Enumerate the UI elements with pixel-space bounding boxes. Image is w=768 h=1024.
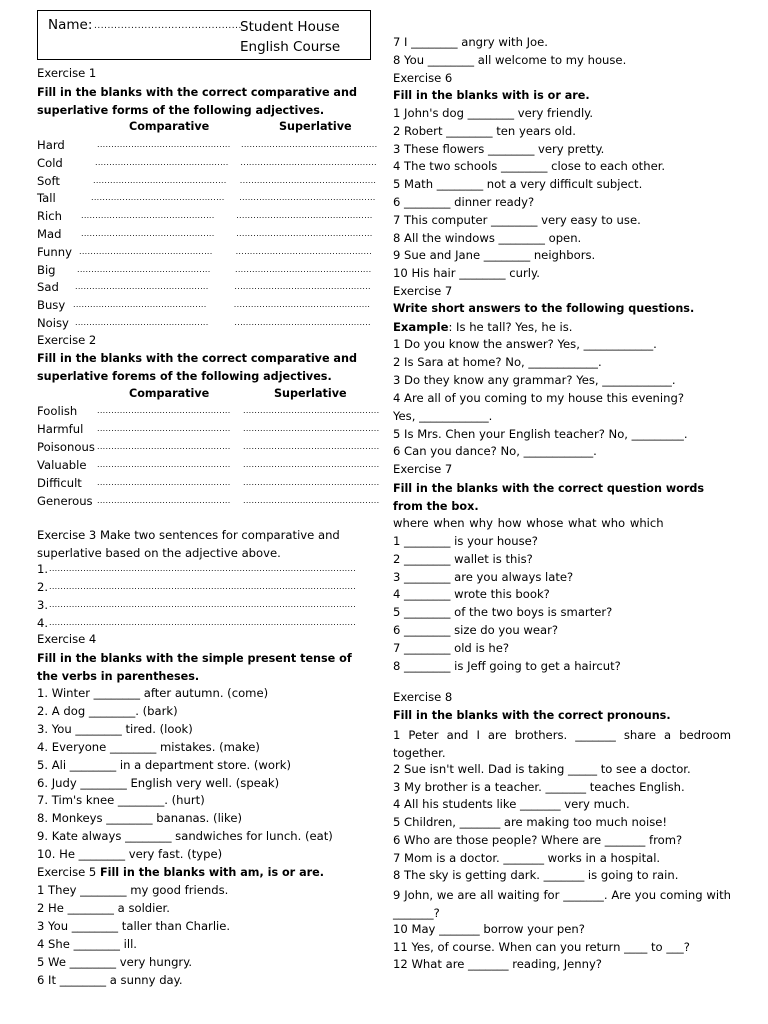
- course-name: English Course: [240, 39, 341, 55]
- exercise4-item: 2. A dog ________. (bark): [37, 703, 178, 718]
- exercise7a-item: 5 Is Mrs. Chen your English teacher? No, _________.: [393, 426, 688, 441]
- school-title: [240, 17, 340, 57]
- superlative-blank: ................................................: [239, 193, 376, 203]
- superlative-blank: ................................................: [234, 318, 371, 327]
- superlative-blank: ................................................: [233, 300, 371, 310]
- exercise4-item: 6. Judy ________ English very well. (speak): [37, 775, 280, 790]
- sentence-number: 2.: [37, 579, 49, 594]
- adjective-word: Foolish: [37, 404, 78, 418]
- exercise7b-item: 6 ________ size do you wear?: [393, 623, 559, 637]
- superlative-blank: ................................................: [243, 441, 380, 451]
- sentence-blank: ............................................................................................................: [49, 617, 357, 627]
- exercise7b-item: 2 ________ wallet is this?: [393, 551, 533, 566]
- exercise7b-item: 4 ________ wrote this book?: [393, 587, 550, 602]
- header-box: [37, 10, 371, 60]
- exercise7b-instruction: Fill in the blanks with the correct question words from the box.: [393, 482, 705, 513]
- comparative-blank: ...............................................: [73, 300, 207, 310]
- exercise4-item: 5. Ali ________ in a department store. (work): [37, 757, 291, 772]
- exercise4-title: Exercise 4: [37, 632, 97, 646]
- exercise8-title: Exercise 8: [393, 690, 453, 704]
- exercise6-item: 7 This computer ________ very easy to use.: [393, 212, 641, 227]
- exercise2-instruction: Fill in the blanks with the correct comparative and superlative forems of the following adjectives.: [37, 352, 357, 383]
- exercise8-item: 3 My brother is a teacher. _______ teaches English.: [393, 779, 685, 794]
- adjective-word: Cold: [37, 155, 63, 170]
- exercise7a-instruction: Write short answers to the following questions.: [393, 302, 695, 315]
- adjective-word: Big: [37, 262, 56, 277]
- superlative-blank: ................................................: [236, 229, 373, 238]
- adjective-word: Harmful: [37, 421, 84, 436]
- exercise2-col-comparative: Comparative: [129, 387, 210, 400]
- exercise1-col-superlative: Superlative: [279, 120, 352, 133]
- sentence-blank: ............................................................................................................: [49, 581, 357, 591]
- comparative-blank: ...............................................: [91, 193, 225, 203]
- adjective-word: Hard: [37, 138, 65, 152]
- exercise8-item: 10 May _______ borrow your pen?: [393, 922, 585, 936]
- exercise1-title: Exercise 1: [37, 66, 97, 80]
- exercise8-item: 5 Children, _______ are making too much noise!: [393, 815, 668, 830]
- superlative-blank: ................................................: [243, 477, 380, 487]
- exercise8-item: 11 Yes, of course. When can you return ____ to ___?: [393, 939, 690, 954]
- exercise7b-item: 3 ________ are you always late?: [393, 569, 574, 584]
- adjective-word: Generous: [37, 493, 93, 508]
- adjective-word: Soft: [37, 173, 60, 188]
- adjective-word: Funny: [37, 244, 72, 259]
- exercise7a-example: [393, 320, 573, 334]
- exercise6-item: 2 Robert ________ ten years old.: [393, 123, 576, 138]
- exercise4-instruction: Fill in the blanks with the simple present tense of the verbs in parentheses.: [37, 652, 352, 683]
- exercise5-heading: [37, 865, 324, 879]
- exercise4-item: 3. You ________ tired. (look): [37, 721, 193, 736]
- exercise7b-item: 1 ________ is your house?: [393, 534, 538, 548]
- superlative-blank: ................................................: [241, 140, 378, 149]
- superlative-blank: ................................................: [243, 459, 380, 469]
- comparative-blank: ...............................................: [81, 211, 215, 221]
- adjective-word: Noisy: [37, 316, 69, 330]
- exercise7b-item: 7 ________ old is he?: [393, 640, 510, 655]
- superlative-blank: ................................................: [243, 406, 380, 415]
- adjective-word: Valuable: [37, 457, 87, 472]
- exercise7a-item: 1 Do you know the answer? Yes, ____________.: [393, 337, 657, 351]
- exercise5-item: 4 She ________ ill.: [37, 936, 137, 951]
- comparative-blank: ...............................................: [77, 264, 211, 274]
- exercise4-item: 10. He ________ very fast. (type): [37, 847, 223, 862]
- exercise5-item: 6 It ________ a sunny day.: [37, 972, 183, 987]
- comparative-blank: ...............................................: [95, 157, 229, 167]
- adjective-word: Poisonous: [37, 439, 95, 454]
- exercise4-item: 8. Monkeys ________ bananas. (like): [37, 811, 242, 826]
- exercise7a-item: 6 Can you dance? No, ____________.: [393, 444, 597, 459]
- question-word-box: where when why how whose what who which: [393, 516, 664, 530]
- exercise6-item: 5 Math ________ not a very difficult subject.: [393, 177, 643, 192]
- comparative-blank: ...............................................: [75, 282, 209, 292]
- exercise5-item: 5 We ________ very hungry.: [37, 954, 193, 969]
- exercise6-item: 4 The two schools ________ close to each other.: [393, 159, 666, 174]
- sentence-number: 3.: [37, 597, 49, 612]
- comparative-blank: ...............................................: [75, 318, 209, 327]
- exercise1-instruction: Fill in the blanks with the correct comparative and superlative forms of the following adjectives.: [37, 86, 357, 117]
- sentence-blank: ............................................................................................................: [49, 564, 357, 573]
- exercise4-item: 7. Tim's knee ________. (hurt): [37, 793, 205, 808]
- adjective-word: Sad: [37, 280, 59, 295]
- adjective-word: Tall: [37, 191, 56, 206]
- sentence-number: 1.: [37, 562, 49, 576]
- comparative-blank: ...............................................: [81, 229, 215, 238]
- exercise7b-item: 5 ________ of the two boys is smarter?: [393, 605, 613, 620]
- exercise8-item1: 1 Peter and I are brothers. _______ share a bedroom together.: [393, 728, 731, 760]
- exercise4-item: 9. Kate always ________ sandwiches for lunch. (eat): [37, 829, 333, 844]
- exercise8-item: 8 The sky is getting dark. _______ is going to rain.: [393, 868, 679, 883]
- comparative-blank: ...............................................: [97, 477, 231, 487]
- superlative-blank: ................................................: [235, 264, 372, 274]
- superlative-blank: ................................................: [243, 495, 380, 505]
- comparative-blank: ...............................................: [97, 406, 231, 415]
- superlative-blank: ................................................: [240, 157, 377, 167]
- adjective-word: Difficult: [37, 475, 82, 490]
- exercise2-title: Exercise 2: [37, 333, 97, 347]
- exercise5-item: 8 You ________ all welcome to my house.: [393, 53, 627, 67]
- exercise5-item: 3 You ________ taller than Charlie.: [37, 918, 231, 933]
- superlative-blank: ................................................: [235, 246, 373, 256]
- adjective-word: Mad: [37, 227, 62, 241]
- name-label: Name:: [48, 17, 93, 33]
- superlative-blank: ................................................: [243, 423, 380, 433]
- sentence-blank: ............................................................................................................: [49, 599, 357, 609]
- sentence-number: 4.: [37, 615, 49, 630]
- exercise8-item: 12 What are _______ reading, Jenny?: [393, 957, 602, 972]
- exercise5-item: 7 I ________ angry with Joe.: [393, 35, 548, 49]
- exercise3-instruction: Exercise 3 Make two sentences for comparative and superlative based on the adjective above.: [37, 528, 340, 560]
- exercise5-item: 1 They ________ my good friends.: [37, 883, 229, 897]
- exercise7a-item: Yes, ____________.: [393, 408, 493, 423]
- superlative-blank: ................................................: [234, 282, 371, 292]
- comparative-blank: ...............................................: [79, 246, 213, 256]
- comparative-blank: ...............................................: [97, 423, 231, 433]
- adjective-word: Busy: [37, 298, 66, 313]
- exercise6-item: 1 John's dog ________ very friendly.: [393, 106, 594, 120]
- comparative-blank: ...............................................: [97, 140, 231, 149]
- example-text: : Is he tall? Yes, he is.: [448, 320, 573, 334]
- exercise6-item: 10 His hair ________ curly.: [393, 266, 540, 281]
- exercise7b-title: Exercise 7: [393, 462, 453, 476]
- exercise6-item: 3 These flowers ________ very pretty.: [393, 141, 605, 156]
- exercise4-item: 4. Everyone ________ mistakes. (make): [37, 739, 260, 754]
- exercise7b-item: 8 ________ is Jeff going to get a haircut?: [393, 658, 621, 673]
- exercise6-instruction: Fill in the blanks with is or are.: [393, 89, 590, 102]
- exercise6-item: 8 All the windows ________ open.: [393, 230, 582, 245]
- exercise5-instruction: Fill in the blanks with am, is or are.: [100, 866, 325, 879]
- comparative-blank: ...............................................: [97, 441, 231, 451]
- exercise8-item: 6 Who are those people? Where are _______ from?: [393, 832, 683, 847]
- school-name: Student House: [240, 19, 340, 35]
- exercise7a-item: 4 Are all of you coming to my house this evening?: [393, 390, 684, 405]
- exercise8-item: 4 All his students like _______ very much.: [393, 797, 630, 812]
- exercise8-item: 2 Sue isn't well. Dad is taking _____ to see a doctor.: [393, 762, 691, 776]
- exercise8-item: 7 Mom is a doctor. _______ works in a hospital.: [393, 850, 661, 865]
- exercise7a-item: 2 Is Sara at home? No, ____________.: [393, 354, 602, 369]
- comparative-blank: ...............................................: [97, 459, 231, 469]
- exercise7a-title: Exercise 7: [393, 284, 453, 298]
- exercise8-instruction: Fill in the blanks with the correct pronouns.: [393, 709, 671, 722]
- exercise6-title: Exercise 6: [393, 71, 453, 85]
- superlative-blank: ................................................: [239, 175, 377, 185]
- exercise2-col-superlative: Superlative: [274, 387, 347, 400]
- superlative-blank: ................................................: [236, 211, 373, 221]
- exercise4-item: 1. Winter ________ after autumn. (come): [37, 686, 269, 700]
- exercise6-item: 6 ________ dinner ready?: [393, 195, 535, 209]
- exercise5-item: 2 He ________ a soldier.: [37, 900, 170, 915]
- comparative-blank: ...............................................: [93, 175, 227, 185]
- exercise5-title: Exercise 5: [37, 865, 97, 879]
- example-label: Example: [393, 320, 449, 334]
- exercise1-col-comparative: Comparative: [129, 120, 210, 133]
- exercise6-item: 9 Sue and Jane ________ neighbors.: [393, 248, 596, 263]
- exercise7a-item: 3 Do they know any grammar? Yes, ____________.: [393, 372, 676, 387]
- adjective-word: Rich: [37, 209, 62, 224]
- comparative-blank: ...............................................: [97, 495, 231, 505]
- name-blank-dots: ............................................: [94, 21, 242, 31]
- exercise8-item9: 9 John, we are all waiting for _______. Are you coming with _______?: [393, 888, 731, 920]
